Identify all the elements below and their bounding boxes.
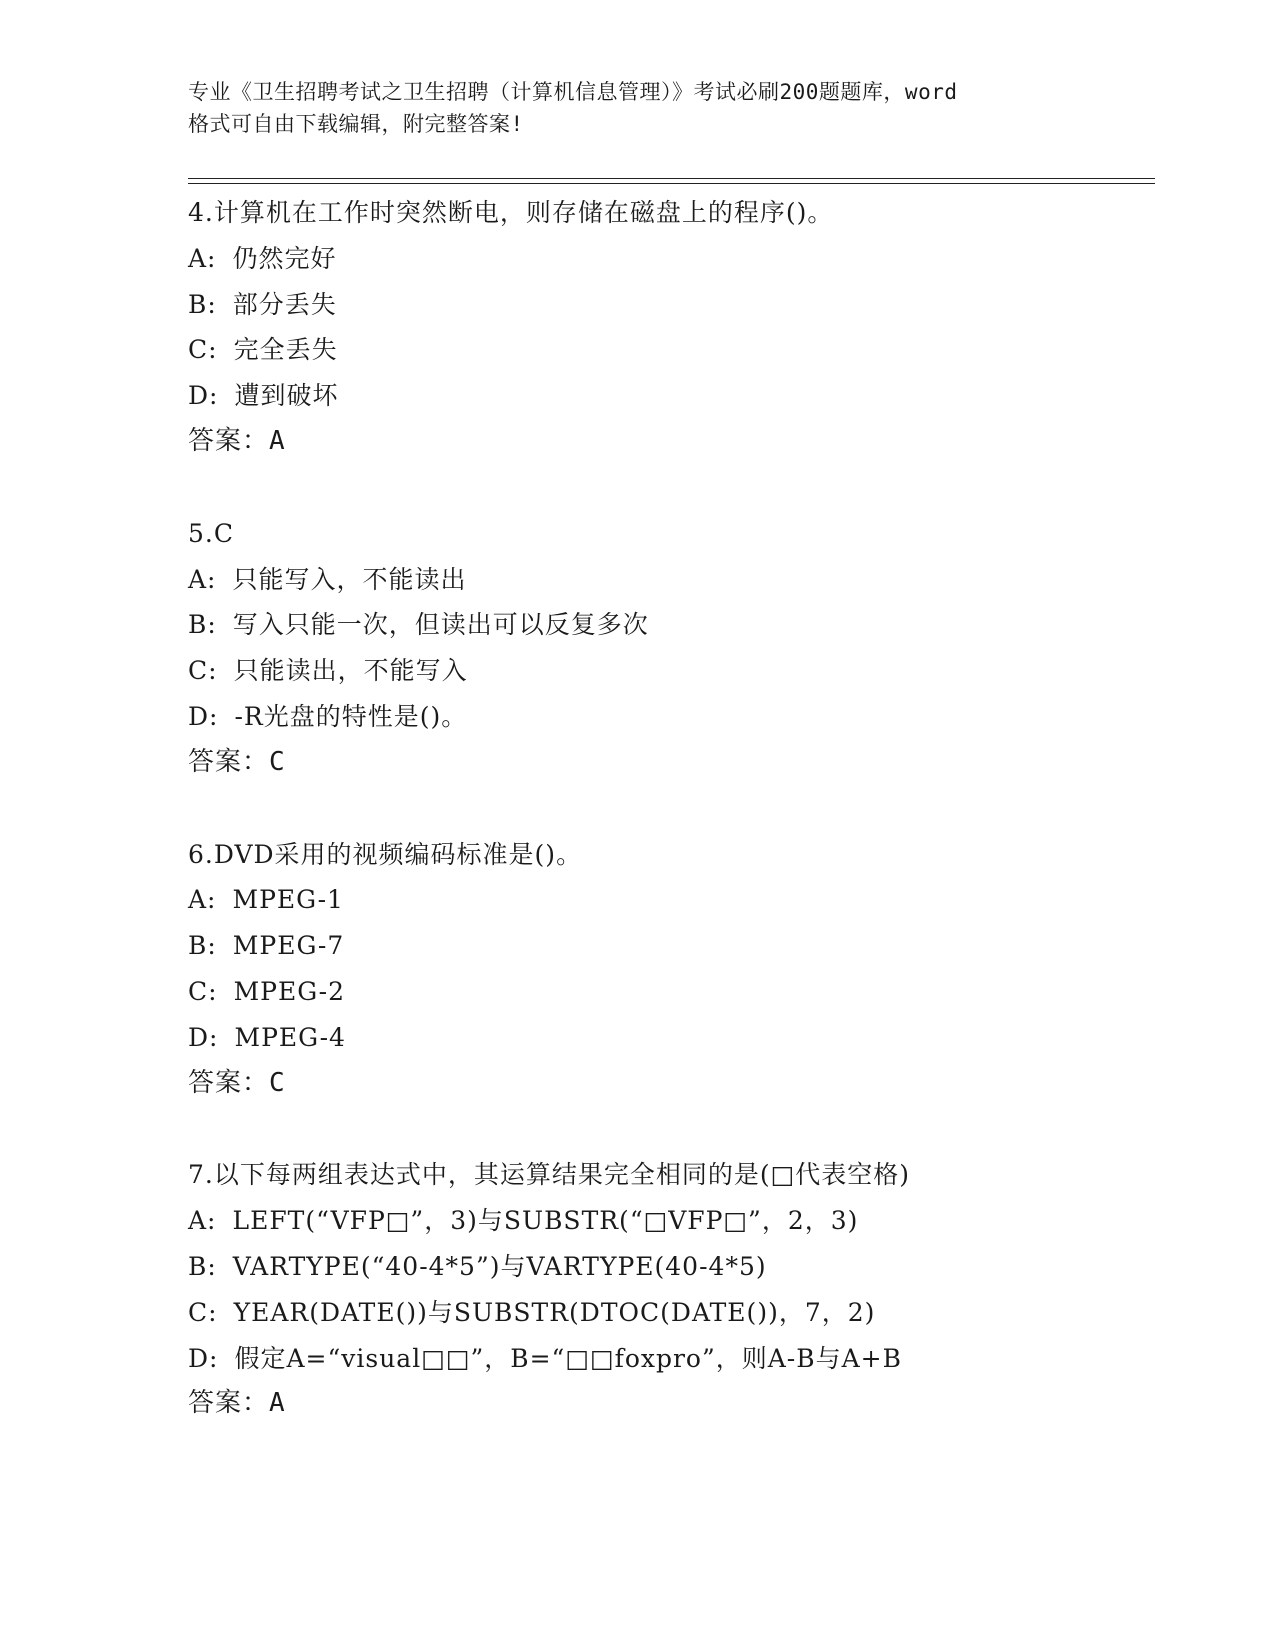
question-stem: 5.C: [188, 518, 234, 548]
option-text: 仍然完好: [232, 243, 337, 273]
header-line-1: 专业《卫生招聘考试之卫生招聘（计算机信息管理）》考试必刷200题题库，word: [188, 80, 958, 104]
answer-value: A: [269, 1388, 286, 1419]
question-list: [188, 190, 1155, 1473]
option-letter: A:: [188, 1206, 217, 1236]
option-text: 写入只能一次，但读出可以反复多次: [232, 610, 649, 640]
option-text: MPEG-2: [233, 976, 346, 1006]
option-text: VARTYPE(“40-4*5”)与VARTYPE(40-4*5): [232, 1251, 767, 1281]
option-b: [188, 602, 1155, 648]
option-text: LEFT(“VFP□”，3)与SUBSTR(“□VFP□”，2，3): [232, 1206, 859, 1236]
option-letter: D:: [188, 1022, 219, 1052]
option-letter: B:: [188, 931, 217, 961]
option-text: MPEG-7: [232, 931, 345, 961]
option-letter: C:: [188, 335, 218, 365]
answer-value: A: [269, 425, 286, 456]
option-text: -R光盘的特性是()。: [234, 701, 468, 731]
header-divider-top: [188, 178, 1155, 179]
answer-label: 答案：: [188, 746, 270, 777]
question-stem: 4.计算机在工作时突然断电，则存储在磁盘上的程序()。: [188, 198, 834, 227]
answer-line: [188, 1061, 1155, 1107]
option-d: [188, 694, 1155, 740]
option-d: [188, 373, 1155, 419]
option-a: [188, 1198, 1155, 1244]
answer-label: 答案：: [188, 425, 270, 456]
option-letter: C:: [188, 656, 218, 686]
option-letter: C:: [188, 1297, 218, 1327]
option-letter: D:: [188, 1343, 219, 1373]
option-c: [188, 648, 1155, 694]
option-letter: D:: [188, 381, 219, 411]
option-letter: D:: [188, 701, 219, 731]
option-letter: A:: [188, 564, 217, 594]
option-d: [188, 1336, 1155, 1382]
question-stem: 7.以下每两组表达式中，其运算结果完全相同的是(□代表空格): [188, 1160, 910, 1190]
answer-line: [188, 1381, 1155, 1427]
answer-label: 答案：: [188, 1067, 270, 1098]
option-c: [188, 1290, 1155, 1336]
option-letter: B:: [188, 289, 217, 319]
option-letter: B:: [188, 610, 217, 640]
option-b: [188, 923, 1155, 969]
question-block: [188, 511, 1155, 786]
question-stem: 6.DVD采用的视频编码标准是()。: [188, 839, 583, 869]
option-text: 完全丢失: [233, 335, 338, 365]
option-a: [188, 236, 1155, 282]
option-letter: A:: [188, 885, 217, 915]
option-text: 遭到破坏: [234, 381, 339, 411]
option-text: 部分丢失: [232, 289, 337, 319]
question-block: [188, 1152, 1155, 1427]
option-letter: A:: [188, 243, 217, 273]
option-a: [188, 877, 1155, 923]
answer-value: C: [269, 746, 286, 777]
option-letter: C:: [188, 976, 218, 1006]
option-b: [188, 282, 1155, 328]
option-text: 只能写入，不能读出: [232, 564, 467, 594]
option-c: [188, 969, 1155, 1015]
option-c: [188, 327, 1155, 373]
option-text: 假定A=“visual□□”，B=“□□foxpro”，则A-B与A+B: [234, 1343, 903, 1373]
option-text: MPEG-1: [232, 885, 344, 915]
option-a: [188, 557, 1155, 603]
question-block: [188, 190, 1155, 465]
option-text: MPEG-4: [234, 1022, 346, 1052]
header-line-2: 格式可自由下载编辑，附完整答案!: [188, 112, 524, 136]
option-b: [188, 1244, 1155, 1290]
answer-line: [188, 740, 1155, 786]
answer-line: [188, 419, 1155, 465]
answer-label: 答案：: [188, 1388, 270, 1419]
option-letter: B:: [188, 1251, 217, 1281]
document-header: [188, 76, 1088, 140]
header-divider-bottom: [188, 183, 1155, 184]
question-block: [188, 832, 1155, 1107]
option-d: [188, 1015, 1155, 1061]
answer-value: C: [269, 1067, 286, 1098]
option-text: 只能读出，不能写入: [233, 656, 468, 686]
option-text: YEAR(DATE())与SUBSTR(DTOC(DATE())，7，2): [233, 1297, 876, 1327]
